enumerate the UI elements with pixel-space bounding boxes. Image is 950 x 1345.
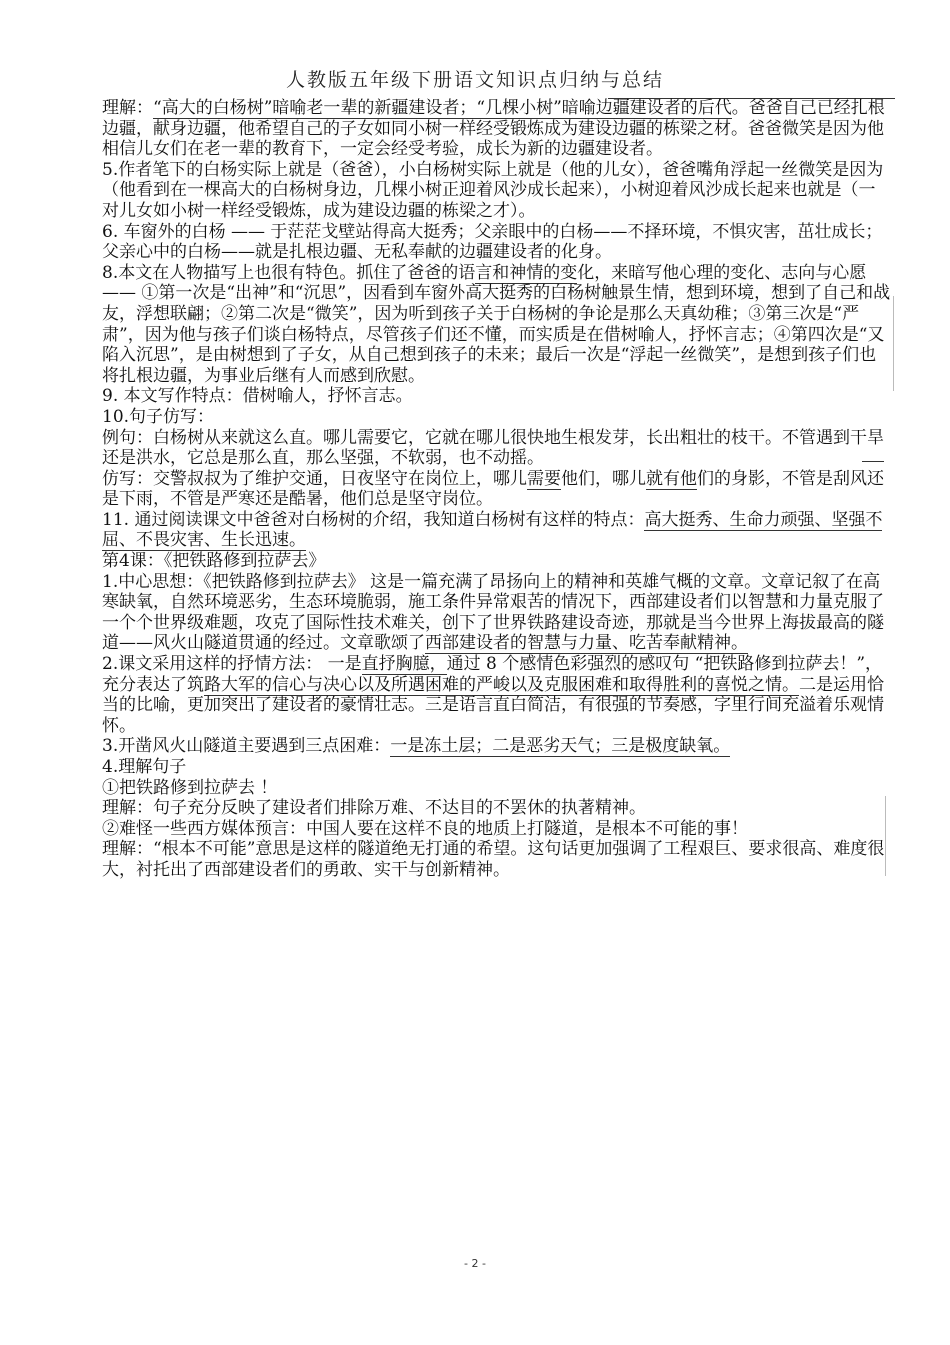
paragraph-example-sentence: 例句：白杨树从来就这么直。哪儿需要它，它就在哪儿很快地生根发芽，长出粗壮的枝干。不管遇到干旱还是洪水，它总是那么直，那么坚强，不软弱，也不动摇。 xyxy=(102,427,884,469)
paragraph-central-idea: 1.中心思想：《把铁路修到拉萨去》 这是一篇充满了昂扬向上的精神和英雄气概的文章。文章记叙了在高寒缺氧，自然环境恶劣，生态环境脆弱，施工条件异常艰苦的情况下，西部建设者们以智慧和力量克服了一个个世界级难题，攻克了国际性技术难关，创下了世界铁路建设奇迹，那就是当今世界上海拔最高的隧道——风火山隧道贯通的经过。文章歌颂了西部建设者的智慧与力量、吃苦奉献精神。 xyxy=(102,571,884,654)
paragraph-sentence-1: ①把铁路修到拉萨去 ！ xyxy=(102,777,278,798)
paragraph-item-4-heading: 4.理解句子 xyxy=(102,757,187,777)
page-header-title: 人教版五年级下册语文知识点归纳与总结 xyxy=(285,69,664,91)
paragraph-understanding-1: 理解：“高大的白杨树”暗喻老一辈的新疆建设者；“几棵小树”暗喻边疆建设者的后代。爸爸自己已经扎根边疆，献身边疆，他希望自己的子女如同小树一样经受锻炼成为建设边疆的栋梁之材。爸爸微笑是因为他相信儿女们在老一辈的教育下，一定会经受考验，成长为新的边疆建设者。 xyxy=(102,98,885,160)
paragraph-item-11: 11. 通过阅读课文中爸爸对白杨树的介绍，我知道白杨树有这样的特点：高大挺秀、生命力顽强、坚强不屈、不畏灾害、生长迅速。 xyxy=(102,509,883,551)
paragraph-understanding-3: 理解：“根本不可能”意思是这样的隧道绝无打通的希望。这句话更加强调了工程艰巨、要求很高、难度很大，衬托出了西部建设者们的勇敢、实干与创新精神。 xyxy=(102,839,885,880)
page-number: - 2 - xyxy=(464,1257,486,1270)
paragraph-imitation: 仿写：交警叔叔为了维护交通，日夜坚守在岗位上，哪儿需要他们，哪儿就有他们的身影，不管是刮风还是下雨，不管是严寒还是酷暑，他们总是坚守岗位。 xyxy=(102,468,884,510)
paragraph-lyric-methods: 2.课文采用这样的抒情方法： 一是直抒胸臆，通过 8 个感情色彩强烈的感叹句 “把铁路修到拉萨去！”，充分表达了筑路大军的信心与决心以及所遇困难的严峻以及克服困难和取得胜利的喜悦之情。二是运用恰当的比喻，更加突出了建设者的豪情壮志。三是语言直白简洁，有很强的节奏感，字里行间充溢着乐观情怀。 xyxy=(102,654,884,736)
lesson-4-heading: 第4课：《把铁路修到拉萨去》 xyxy=(102,551,326,572)
paragraph-item-8: 8.本文在人物描写上也很有特色。抓住了爸爸的语言和神情的变化，来暗写他心理的变化、志向与心愿—— ①第一次是“出神”和“沉思”，因看到车窗外高大挺秀的白杨树触景生情，想到环境，想到了自己和战友，浮想联翩；②第二次是“微笑”，因为听到孩子关于白杨树的争论是那么天真幼稚；③第三次是“严肃”，因为他与孩子们谈白杨特点，尽管孩子们还不懂，而实质是在借树喻人，抒怀言志；④第四次是“又陷入沉思”，是由树想到了子女，从自己想到孩子的未来；最后一次是“浮起一丝微笑”，是想到孩子们也将扎根边疆，为事业后继有人而感到欣慰。 xyxy=(102,262,891,386)
paragraph-difficulties: 3.开凿风火山隧道主要遇到三点困难：一是冻土层；二是恶劣天气；三是极度缺氧。 xyxy=(102,736,731,757)
document-body xyxy=(102,98,892,881)
margin-rule xyxy=(893,296,894,391)
paragraph-item-10: 10.句子仿写： xyxy=(102,406,215,427)
paragraph-item-5: 5.作者笔下的白杨实际上就是（爸爸），小白杨树实际上就是（他的儿女），爸爸嘴角浮起一丝微笑是因为（他看到在一棵高大的白杨树身边，几棵小树正迎着风沙成长起来），小树迎着风沙成长起来也就是（一对儿女如小树一样经受锻炼，成为建设边疆的栋梁之才）。 xyxy=(102,159,884,221)
paragraph-sentence-2: ②难怪一些西方媒体预言：中国人要在这样不良的地质上打隧道，是根本不可能的事！ xyxy=(102,818,748,839)
paragraph-item-9: 9. 本文写作特点：借树喻人，抒怀言志。 xyxy=(102,386,413,407)
paragraph-understanding-2: 理解：句子充分反映了建设者们排除万难、不达目的不罢休的执著精神。 xyxy=(102,798,646,819)
paragraph-item-6: 6. 车窗外的白杨 —— 于茫茫戈壁站得高大挺秀；父亲眼中的白杨——不择环境，不惧灾害，茁壮成长；父亲心中的白杨——就是扎根边疆、无私奉献的边疆建设者的化身。 xyxy=(102,221,883,263)
